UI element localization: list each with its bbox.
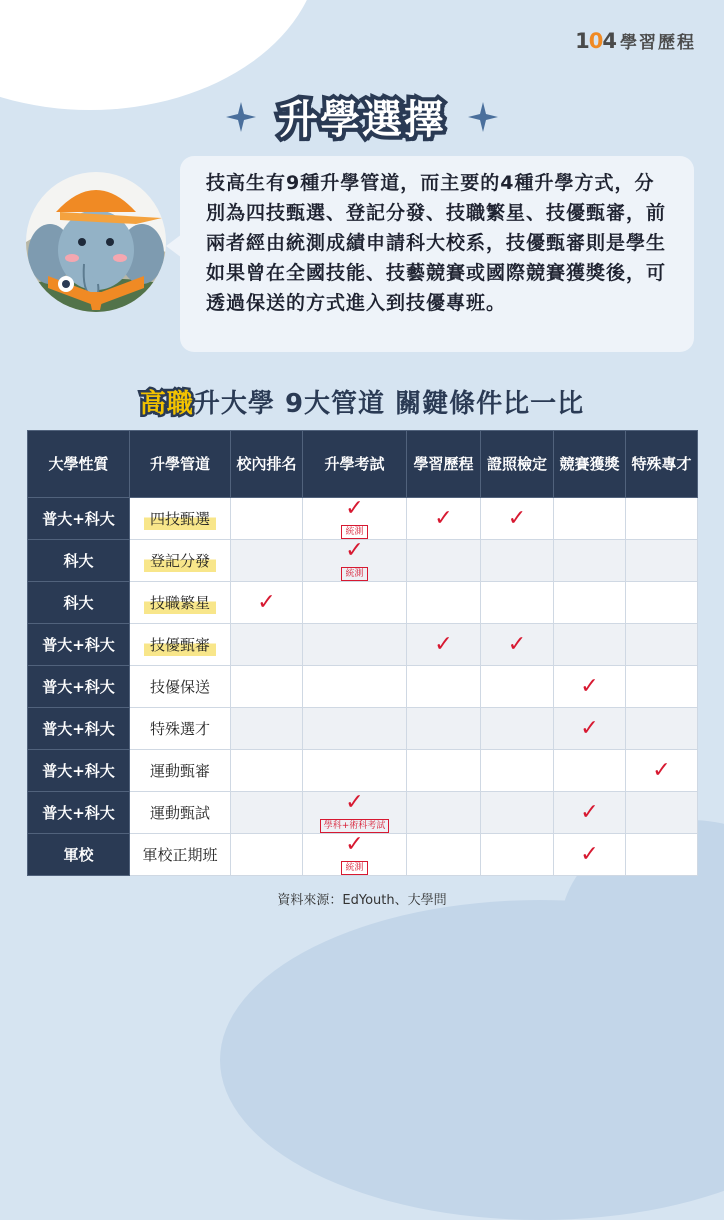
criterion-cell [231,498,303,540]
criterion-cell [231,792,303,834]
table-header [28,431,698,498]
column-header: 大學性質 [28,431,130,498]
criterion-cell [407,750,481,792]
channel-cell [130,540,231,582]
criterion-cell [231,666,303,708]
criterion-cell [554,582,626,624]
criterion-cell [554,708,626,750]
university-type-cell: 普大+科大 [28,750,130,792]
exam-note-tag: 統測 [341,861,367,875]
university-type-cell: 普大+科大 [28,708,130,750]
criterion-cell [481,540,554,582]
criterion-cell [407,624,481,666]
check-mark-icon: ✓ [652,757,671,783]
channel-cell [130,624,231,666]
criterion-cell [554,792,626,834]
check-mark-icon: ✓ [580,673,599,699]
check-mark-icon: ✓ [580,715,599,741]
check-mark-icon: ✓ [580,799,599,825]
criterion-cell [481,792,554,834]
elephant-mascot-avatar [26,172,166,312]
table-row [28,498,698,540]
university-type-cell: 普大+科大 [28,792,130,834]
criterion-cell [303,582,407,624]
column-header: 證照檢定 [481,431,554,498]
criterion-cell [231,834,303,876]
check-mark-icon: ✓ [434,631,453,657]
source-citation: 資料來源：EdYouth、大學問 [277,893,447,908]
table-row [28,792,698,834]
channel-name: 運動甄審 [149,762,210,780]
criterion-cell [626,708,698,750]
criterion-cell [303,540,407,582]
criterion-cell [554,834,626,876]
column-header: 競賽獲獎 [554,431,626,498]
table-row [28,624,698,666]
criterion-cell [231,540,303,582]
check-mark-icon: ✓ [507,631,527,657]
table-row [28,708,698,750]
criterion-cell [407,666,481,708]
intro-text: 技高生有9種升學管道，而主要的4種升學方式，分別為四技甄選、登記分發、技職繁星、技優甄審，前兩者經由統測成績申請科大校系，技優甄審則是學生如果曾在全國技能、技藝競賽或國際競賽獲獎後，可透過保送的方式進入到技優專班。 [206,172,667,314]
criterion-cell [407,792,481,834]
page-title: 升學選擇 [278,97,446,143]
criterion-cell [626,540,698,582]
channel-cell [130,792,231,834]
criterion-cell [481,708,554,750]
university-type-cell: 普大+科大 [28,624,130,666]
criterion-cell [554,750,626,792]
channel-name: 軍校正期班 [142,846,218,864]
criterion-cell [554,540,626,582]
table-body [28,498,698,876]
subtitle-highlight: 高職 [139,389,194,419]
channel-cell [130,582,231,624]
column-header: 升學管道 [130,431,231,498]
channel-name: 四技甄選 [144,507,216,530]
table-row [28,582,698,624]
criterion-cell [626,834,698,876]
table-header-row [28,431,698,498]
criterion-cell [626,792,698,834]
comparison-table [27,430,698,876]
channel-cell [130,834,231,876]
check-mark-icon: ✓ [257,589,276,615]
criterion-cell [303,624,407,666]
check-mark-icon: ✓ [345,538,364,563]
subtitle-part1: 升大學 9大管道 [193,389,396,419]
channel-name: 登記分發 [144,549,216,572]
brand-text: 學習歷程 [620,33,696,53]
title-area [0,88,724,145]
criterion-cell [626,582,698,624]
column-header: 升學考試 [303,431,407,498]
criterion-cell [407,498,481,540]
exam-note-tag: 統測 [341,567,367,581]
criterion-cell [407,834,481,876]
criterion-cell [554,498,626,540]
channel-name: 特殊選才 [149,720,210,738]
criterion-cell [303,498,407,540]
university-type-cell: 普大+科大 [28,666,130,708]
table-row [28,540,698,582]
criterion-cell [554,666,626,708]
exam-note-tag: 學科+術科考試 [320,819,390,833]
column-header: 校內排名 [231,431,303,498]
table-row [28,750,698,792]
channel-cell [130,708,231,750]
channel-name: 運動甄試 [149,804,210,822]
criterion-cell [407,582,481,624]
criterion-cell [231,624,303,666]
criterion-cell [481,498,554,540]
criterion-cell [231,582,303,624]
criterion-cell [407,540,481,582]
university-type-cell: 普大+科大 [28,498,130,540]
table-row [28,666,698,708]
criterion-cell [481,582,554,624]
check-mark-icon: ✓ [345,790,364,815]
criterion-cell [626,750,698,792]
channel-name: 技優甄審 [144,633,216,656]
exam-note-tag: 統測 [341,525,367,539]
criterion-cell [303,792,407,834]
university-type-cell: 科大 [28,540,130,582]
university-type-cell: 軍校 [28,834,130,876]
criterion-cell [626,666,698,708]
channel-cell [130,666,231,708]
column-header: 特殊專才 [626,431,698,498]
criterion-cell [481,834,554,876]
criterion-cell [481,666,554,708]
criterion-cell [481,750,554,792]
criterion-cell [231,750,303,792]
check-mark-icon: ✓ [507,505,527,531]
criterion-cell [303,666,407,708]
subtitle-part2: 關鍵條件比一比 [395,389,585,419]
check-mark-icon: ✓ [434,505,453,531]
brand-logo[interactable] [575,28,696,53]
sparkle-icon [468,102,498,132]
section-subtitle [0,383,724,420]
intro-speech-bubble [180,156,694,352]
criterion-cell [626,498,698,540]
criterion-cell [554,624,626,666]
criterion-cell [303,708,407,750]
check-mark-icon: ✓ [345,496,364,521]
criterion-cell [481,624,554,666]
check-mark-icon: ✓ [580,841,599,867]
channel-cell [130,750,231,792]
criterion-cell [231,708,303,750]
channel-name: 技職繁星 [144,591,216,614]
brand-number: 104 [575,28,616,53]
criterion-cell [626,624,698,666]
check-mark-icon: ✓ [345,832,364,857]
criterion-cell [303,750,407,792]
sparkle-icon [226,102,256,132]
criterion-cell [303,834,407,876]
channel-name: 技優保送 [149,678,210,696]
university-type-cell: 科大 [28,582,130,624]
table-row [28,834,698,876]
column-header: 學習歷程 [407,431,481,498]
channel-cell [130,498,231,540]
criterion-cell [407,708,481,750]
